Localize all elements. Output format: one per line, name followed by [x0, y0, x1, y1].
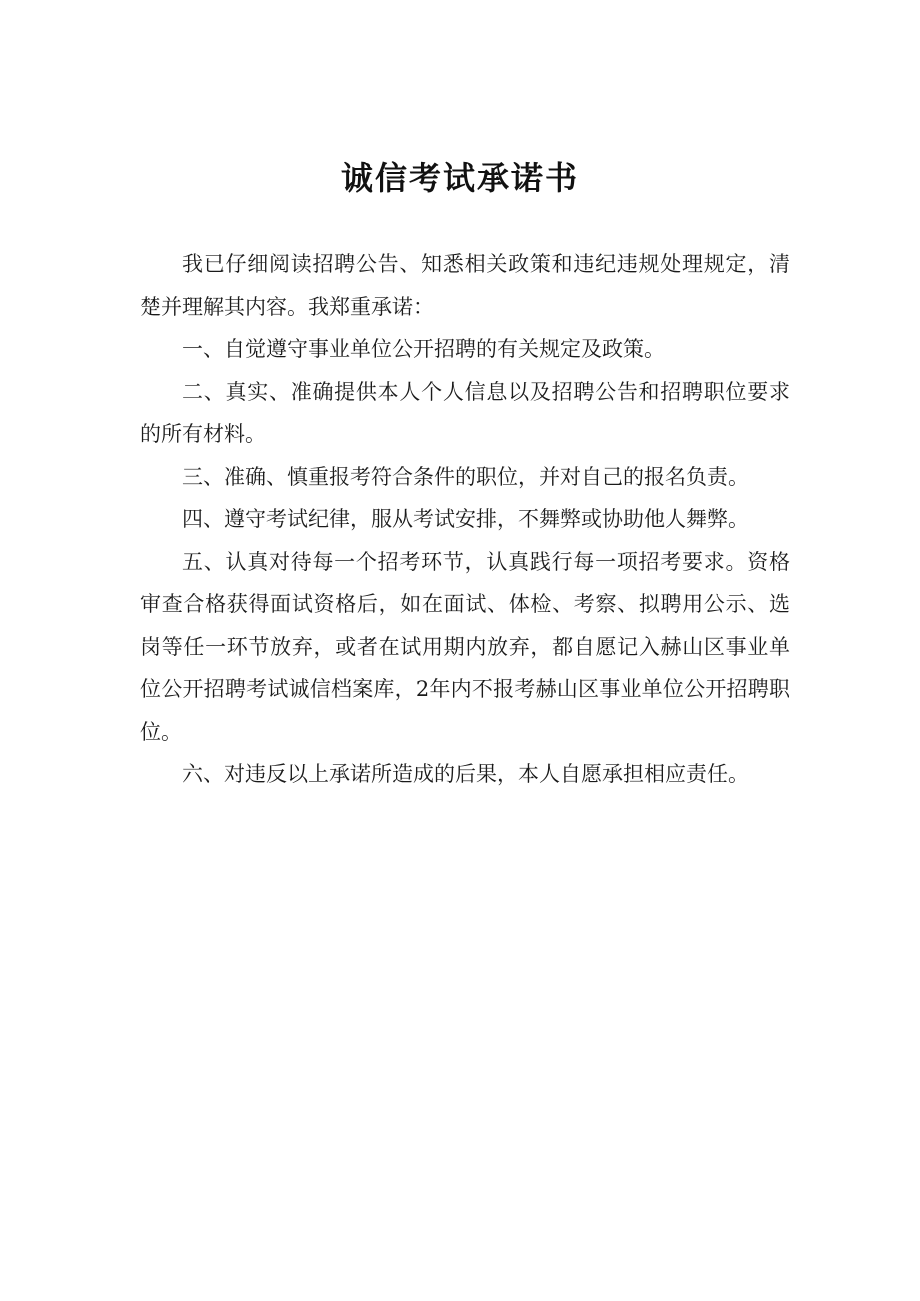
document-body: [140, 243, 790, 796]
commitment-item-2: 二、真实、准确提供本人个人信息以及招聘公告和招聘职位要求的所有材料。: [140, 379, 790, 446]
intro-paragraph: 我已仔细阅读招聘公告、知悉相关政策和违纪违规处理规定，清楚并理解其内容。我郑重承诺：: [140, 252, 790, 319]
commitment-item-3: 三、准确、慎重报考符合条件的职位，并对自己的报名负责。: [182, 464, 749, 489]
commitment-item-4: 四、遵守考试纪律，服从考试安排，不舞弊或协助他人舞弊。: [182, 507, 749, 531]
commitment-item-6: 六、对违反以上承诺所造成的后果，本人自愿承担相应责任。: [182, 762, 749, 786]
commitment-item-1: 一、自觉遵守事业单位公开招聘的有关规定及政策。: [182, 337, 665, 361]
commitment-item-5: 五、认真对待每一个招考环节，认真践行每一项招考要求。资格审查合格获得面试资格后，如在面试、体检、考察、拟聘用公示、选岗等任一环节放弃，或者在试用期内放弃，都自愿记入赫山区事业单位公开招聘考试诚信档案库，2年内不报考赫山区事业单位公开招聘职位。: [140, 549, 790, 744]
document-title: 诚信考试承诺书: [340, 159, 579, 197]
